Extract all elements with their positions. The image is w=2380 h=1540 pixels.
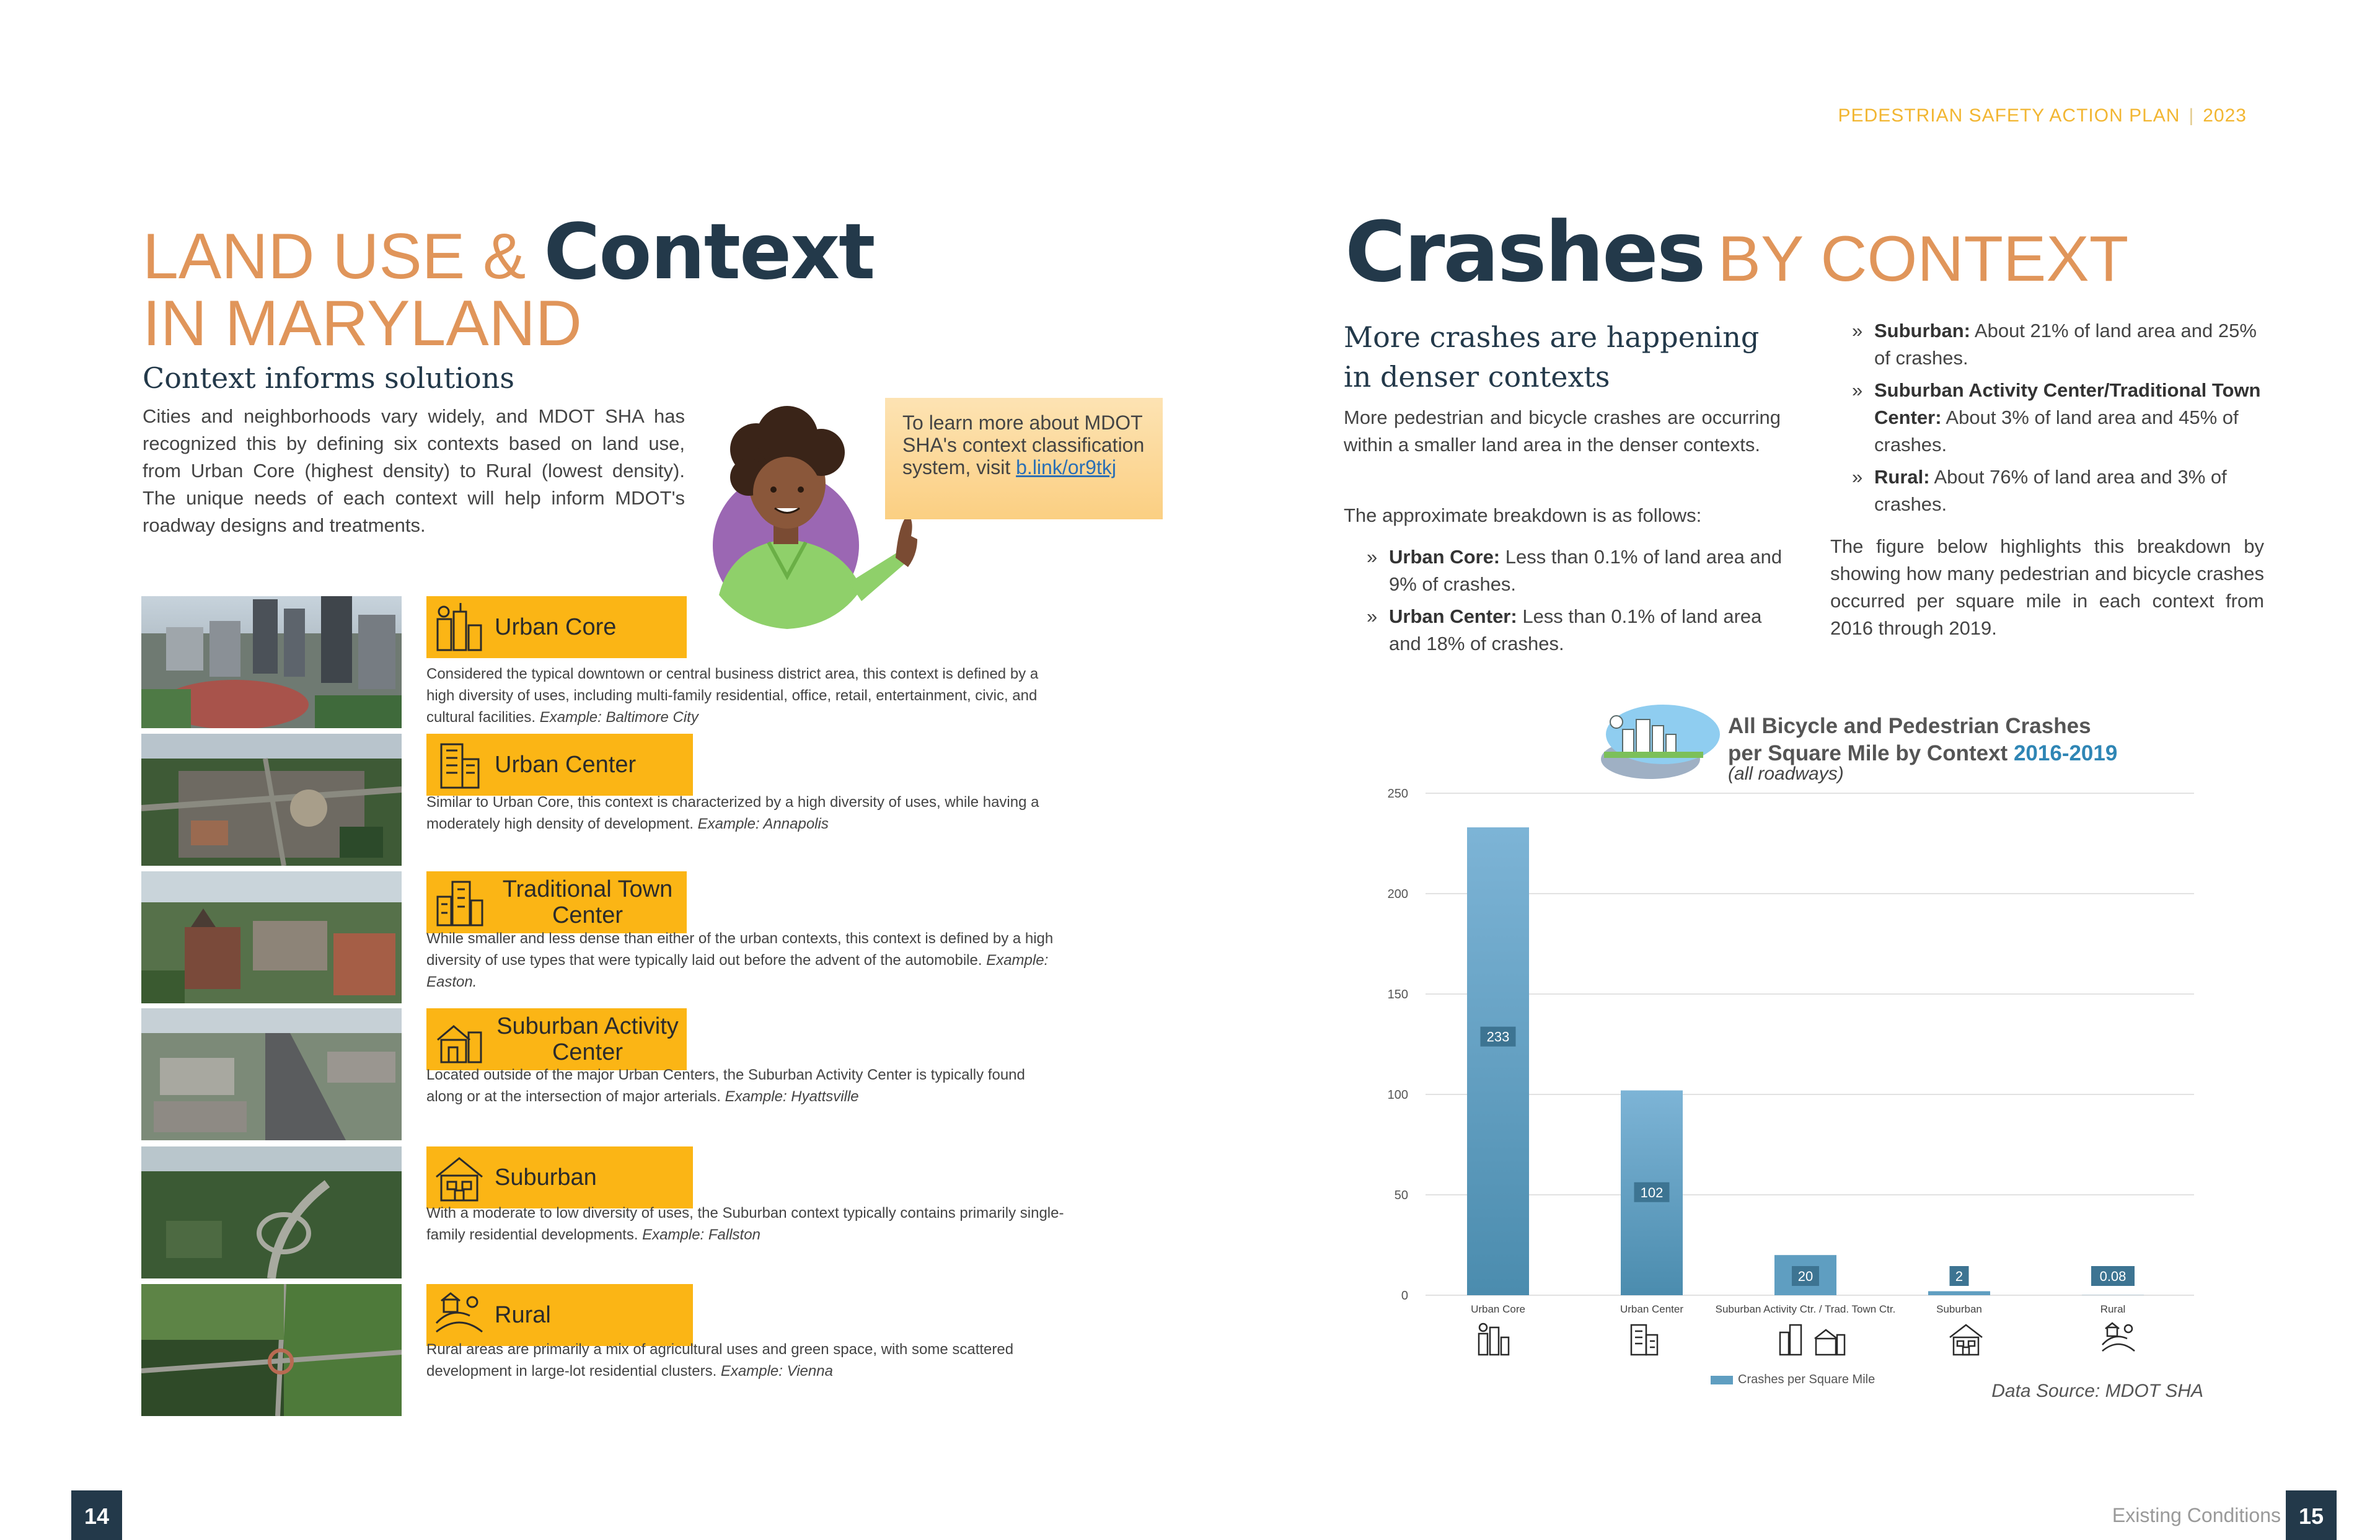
data-label: 20	[1797, 1269, 1814, 1284]
context-bar-urban-center	[426, 734, 693, 796]
y-tick-label: 150	[1387, 988, 1408, 1001]
right-page-title	[1345, 204, 2129, 301]
context-example: Example: Fallston	[642, 1226, 760, 1243]
list-item-label: Rural:	[1874, 466, 1930, 488]
suburban-icon	[1947, 1320, 1985, 1357]
data-label: 2	[1955, 1269, 1963, 1284]
y-tick-label: 100	[1387, 1088, 1408, 1102]
urban-center-photo	[141, 734, 402, 866]
legend-swatch	[1711, 1376, 1733, 1384]
town-center-photo	[141, 871, 402, 1003]
right-page-para-2: The approximate breakdown is as follows:	[1344, 504, 1702, 526]
list-item	[1852, 317, 2261, 372]
context-desc-text: Located outside of the major Urban Centers, the Suburban Activity Center is typically found along or at the intersection of major arterials.	[426, 1067, 1025, 1105]
list-item-text: Less than 0.1% of land area and 18% of crashes.	[1389, 605, 1762, 654]
footer-section-name: Existing Conditions	[2112, 1504, 2281, 1526]
title-light-part: LAND USE &	[143, 221, 526, 293]
context-desc-text: Rural areas are primarily a mix of agricultural uses and green space, with some scattered development in large-lot residential clusters.	[426, 1341, 1014, 1379]
suburban-activity-town-center-icon	[1778, 1320, 1846, 1357]
data-label: 102	[1640, 1184, 1664, 1200]
context-desc-text: Similar to Urban Core, this context is characterized by a high diversity of uses, while having a moderately high density of development.	[426, 794, 1039, 832]
context-desc-suburban	[426, 1202, 1065, 1246]
town-center-icon	[433, 876, 486, 929]
urban-core-icon	[433, 601, 486, 654]
context-desc-urban-center	[426, 791, 1065, 835]
chart-title	[1728, 713, 2117, 767]
context-example: Example: Easton.	[426, 952, 1049, 990]
list-item	[1852, 464, 2261, 518]
suburban-photo	[141, 1146, 402, 1278]
list-item-label: Suburban Activity Center/Traditional Town Center:	[1874, 379, 2261, 428]
x-tick-label: Rural	[2100, 1303, 2126, 1315]
title-bold-part: Context	[544, 208, 875, 297]
context-label-suburban: Suburban	[495, 1164, 597, 1190]
context-label-urban-center: Urban Center	[495, 752, 637, 778]
list-item-label: Urban Core:	[1389, 546, 1501, 568]
list-item-text: About 21% of land area and 25% of crashes.	[1874, 320, 2257, 369]
suburban-activity-center-photo	[141, 1008, 402, 1140]
title-light-part: BY CONTEXT	[1717, 223, 2129, 295]
context-example: Example: Vienna	[720, 1363, 833, 1379]
chart-title-line1: All Bicycle and Pedestrian Crashes	[1728, 714, 2091, 738]
context-bar-traditional-town-center	[426, 871, 687, 933]
y-tick-label: 250	[1387, 787, 1408, 801]
list-item-label: Suburban:	[1874, 320, 1970, 341]
list-item	[1367, 543, 1788, 598]
urban-center-icon	[433, 738, 486, 791]
data-label: 233	[1486, 1029, 1510, 1045]
list-item-text: About 3% of land area and 45% of crashes.	[1874, 407, 2239, 455]
context-bar-urban-core	[426, 596, 687, 658]
urban-center-icon	[1625, 1320, 1662, 1357]
chart-subtitle: (all roadways)	[1728, 763, 1844, 784]
list-item-text: Less than 0.1% of land area and 9% of crashes.	[1389, 546, 1783, 595]
x-tick-label: Urban Center	[1620, 1303, 1684, 1315]
data-source: Data Source: MDOT SHA	[1991, 1381, 2203, 1401]
context-label-suburban-activity-center: Suburban Activity Center	[496, 1013, 679, 1065]
document-year: 2023	[2203, 105, 2247, 126]
breakdown-list-left	[1367, 543, 1788, 662]
city-skyline-icon	[1592, 697, 1722, 784]
urban-core-photo	[141, 596, 402, 728]
page-number-right: 15	[2286, 1490, 2337, 1540]
chart-title-line2-text: per Square Mile by Context	[1728, 741, 2008, 765]
left-page-title	[143, 208, 875, 297]
list-item-label: Urban Center:	[1389, 605, 1517, 627]
context-example: Example: Baltimore City	[539, 709, 699, 726]
chart-title-years: 2016-2019	[2013, 741, 2118, 765]
context-desc-suburban-activity-center	[426, 1064, 1065, 1107]
y-tick-label: 0	[1401, 1289, 1408, 1303]
rural-icon	[433, 1288, 486, 1342]
y-tick-label: 50	[1394, 1189, 1408, 1202]
crashes-bar-chart	[1370, 781, 2200, 1326]
suburban-activity-icon	[433, 1013, 486, 1066]
header-separator: |	[2188, 105, 2195, 126]
context-classification-link[interactable]: b.link/or9tkj	[1016, 456, 1116, 478]
context-desc-text: With a moderate to low diversity of uses, the Suburban context typically contains primarily single-family residential developments.	[426, 1205, 1064, 1243]
context-bar-suburban	[426, 1146, 693, 1208]
context-label-rural: Rural	[495, 1302, 551, 1328]
list-item	[1367, 603, 1788, 658]
y-tick-label: 200	[1387, 887, 1408, 901]
woman-illustration	[694, 390, 917, 638]
context-desc-text: While smaller and less dense than either of the urban contexts, this context is defined by a high diversity of use types that were typically laid out before the advent of the automobile.	[426, 930, 1054, 969]
right-page-para-3: The figure below highlights this breakdown by showing how many pedestrian and bicycle crashes occurred per square mile in each context from 2016 through 2019.	[1830, 535, 2264, 639]
right-page-subhead: More crashes are happening in denser contexts	[1344, 320, 1760, 394]
context-desc-rural	[426, 1339, 1065, 1382]
bar	[1928, 1291, 1990, 1295]
x-tick-label: Suburban Activity Ctr. / Trad. Town Ctr.	[1715, 1303, 1896, 1315]
x-tick-label: Suburban	[1936, 1303, 1982, 1315]
rural-icon	[2100, 1320, 2137, 1357]
right-page-para-1: More pedestrian and bicycle crashes are occurring within a smaller land area in the denser contexts.	[1344, 407, 1781, 455]
left-page-subhead: Context informs solutions	[143, 361, 514, 395]
x-tick-label: Urban Core	[1471, 1303, 1525, 1315]
page-number-left: 14	[71, 1490, 122, 1540]
suburban-icon	[433, 1151, 486, 1204]
list-item-text: About 76% of land area and 3% of crashes.	[1874, 466, 2227, 515]
context-example: Example: Hyattsville	[725, 1088, 859, 1105]
left-page-title-line2: IN MARYLAND	[143, 288, 582, 359]
title-bold-part: Crashes	[1345, 204, 1704, 301]
context-bar-rural	[426, 1284, 693, 1346]
context-bar-suburban-activity-center	[426, 1008, 687, 1070]
list-item	[1852, 377, 2261, 459]
chart-legend	[1711, 1373, 1875, 1387]
rural-photo	[141, 1284, 402, 1416]
context-example: Example: Annapolis	[697, 816, 829, 832]
context-classification-callout	[885, 398, 1163, 519]
context-desc-urban-core	[426, 663, 1065, 728]
document-title: PEDESTRIAN SAFETY ACTION PLAN	[1838, 105, 2180, 126]
running-head	[1838, 105, 2247, 126]
left-page-intro: Cities and neighborhoods vary widely, and MDOT SHA has recognized this by defining six contexts based on land use, from Urban Core (highest density) to Rural (lowest density). The unique needs of each context will help inform MDOT's roadway designs and treatments.	[143, 405, 685, 536]
legend-label: Crashes per Square Mile	[1738, 1373, 1875, 1386]
bar	[1467, 827, 1529, 1295]
context-label-traditional-town-center: Traditional Town Center	[502, 876, 673, 928]
data-label: 0.08	[2099, 1269, 2127, 1284]
urban-core-icon	[1475, 1320, 1512, 1357]
context-label-urban-core: Urban Core	[495, 614, 617, 640]
context-desc-traditional-town-center	[426, 928, 1065, 993]
breakdown-list-right	[1852, 317, 2261, 523]
context-desc-text: Considered the typical downtown or central business district area, this context is defined by a high diversity of uses, including multi-family residential, office, retail, entertainment, civic, and cultural facilities.	[426, 666, 1039, 726]
callout-text: To learn more about MDOT SHA's context classification system, visit	[902, 411, 1145, 478]
